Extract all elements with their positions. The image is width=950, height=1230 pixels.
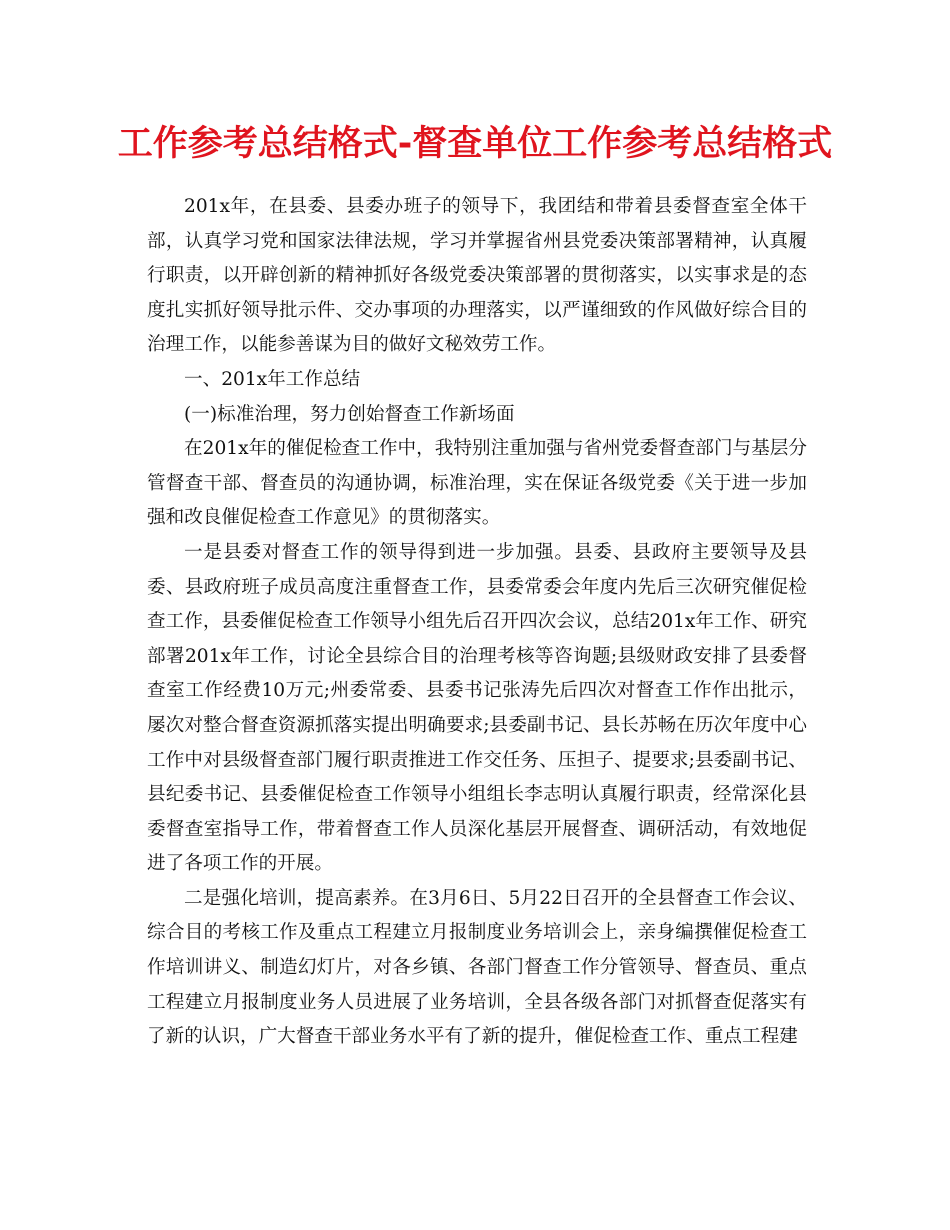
paragraph-intro: 201x年，在县委、县委办班子的领导下，我团结和带着县委督查室全体干部，认真学习党和国家法律法规，学习并掌握省州县党委决策部署精神，认真履行职责，以开辟创新的精神抓好各级党委决策部署的贯彻落实，以实事求是的态度扎实抓好领导批示件、交办事项的办理落实，以严谨细致的作风做好综合目的治理工作，以能参善谋为目的做好文秘效劳工作。 (147, 196, 807, 356)
document-body (147, 190, 807, 1055)
paragraph-overview: 在201x年的催促检查工作中，我特别注重加强与省州党委督查部门与基层分管督查干部、督查员的沟通协调，标准治理，实在保证各级党委《关于进一步加强和改良催促检查工作意见》的贯彻落实。 (147, 438, 807, 529)
paragraph-leadership: 一是县委对督查工作的领导得到进一步加强。县委、县政府主要领导及县委、县政府班子成员高度注重督查工作，县委常委会年度内先后三次研究催促检查工作，县委催促检查工作领导小组先后召开四次会议，总结201x年工作、研究部署201x年工作，讨论全县综合目的治理考核等咨询题;县级财政安排了县委督查室工作经费10万元;州委常委、县委书记张涛先后四次对督查工作作出批示，屡次对整合督查资源抓落实提出明确要求;县委副书记、县长苏畅在历次年度中心工作中对县级督查部门履行职责推进工作交任务、压担子、提要求;县委副书记、县纪委书记、县委催促检查工作领导小组组长李志明认真履行职责，经常深化县委督查室指导工作，带着督查工作人员深化基层开展督查、调研活动，有效地促进了各项工作的开展。 (147, 541, 807, 875)
paragraph-training: 二是强化培训，提高素养。在3月6日、5月22日召开的全县督查工作会议、综合目的考核工作及重点工程建立月报制度业务培训会上，亲身编撰催促检查工作培训讲义、制造幻灯片，对各乡镇、各部门督查工作分管领导、督查员、重点工程建立月报制度业务人员进展了业务培训，全县各级各部门对抓督查促落实有了新的认识，广大督查干部业务水平有了新的提升，催促检查工作、重点工程建 (147, 887, 807, 1048)
section-heading-1: 一、201x年工作总结 (184, 368, 361, 390)
document-title: 工作参考总结格式-督查单位工作参考总结格式 (117, 124, 833, 164)
subsection-heading-1: (一)标准治理，努力创始督查工作新场面 (184, 403, 515, 425)
